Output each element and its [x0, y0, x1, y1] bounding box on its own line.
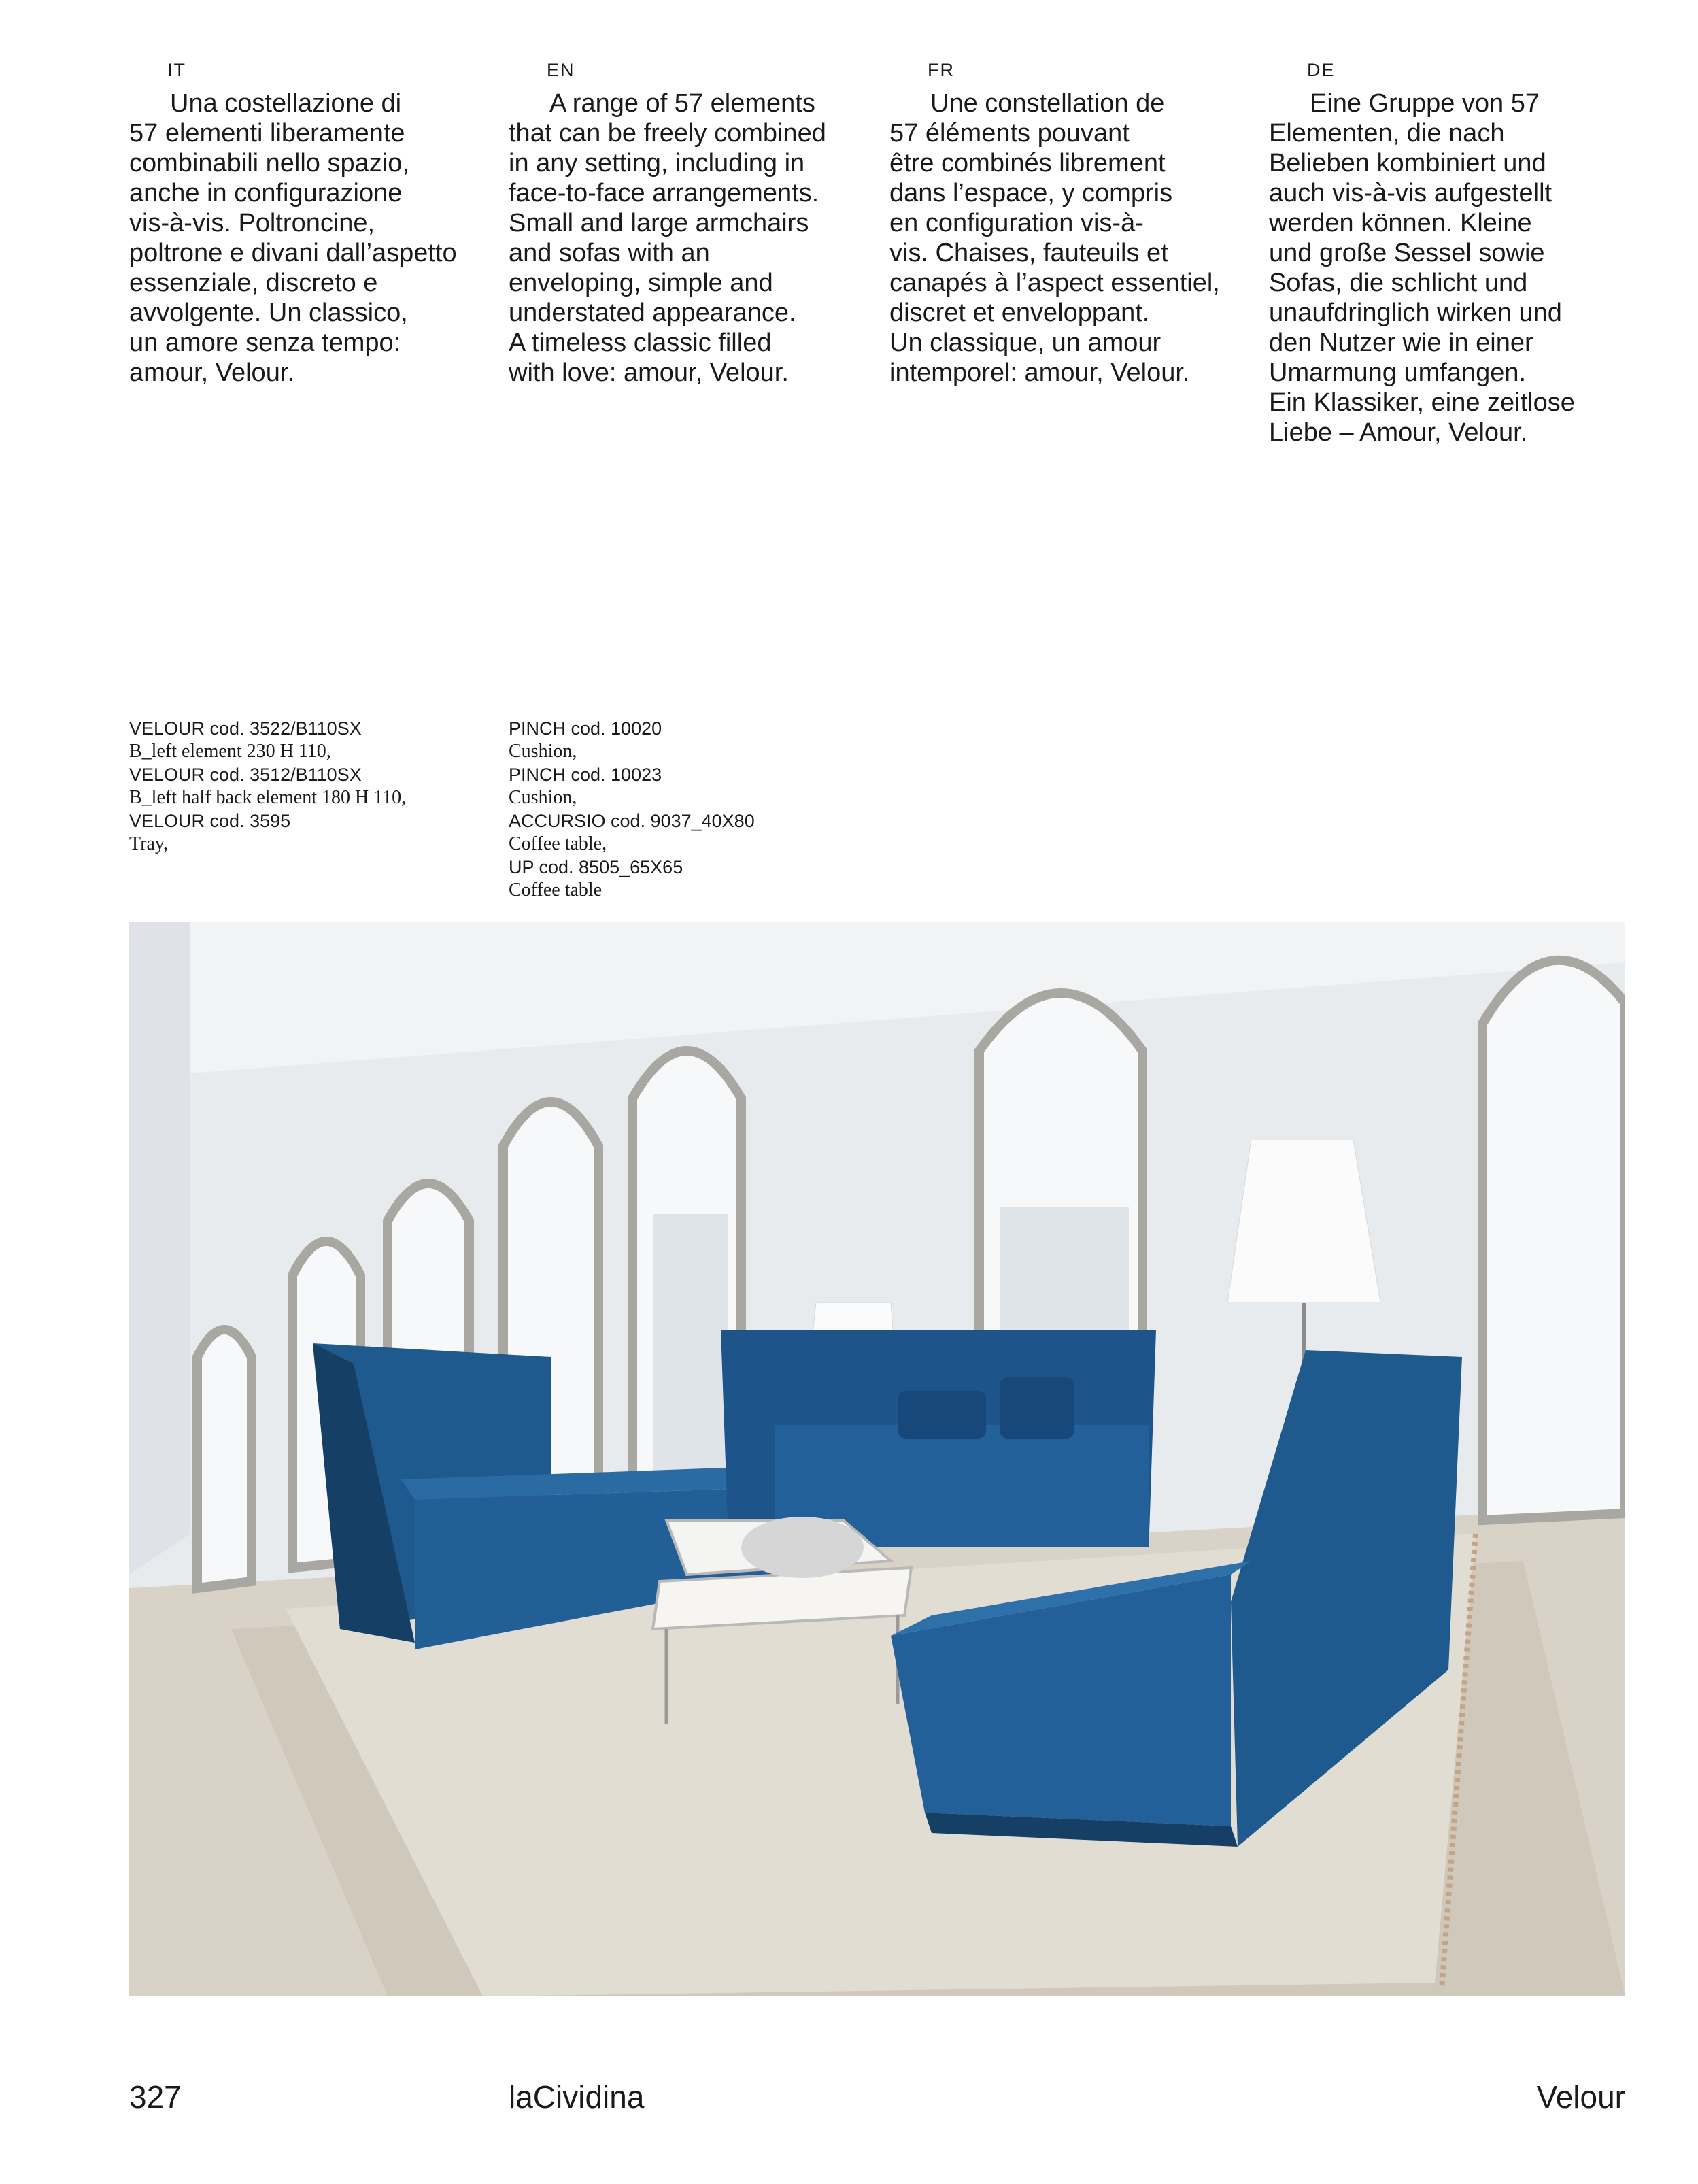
column-it: [129, 58, 510, 388]
product-code: VELOUR cod. 3512/B110SX: [129, 765, 362, 785]
product-code: PINCH cod. 10020: [509, 718, 662, 739]
column-fr: [889, 58, 1270, 388]
product-description: B_left half back element 180 H 110,: [129, 787, 407, 808]
product-description: Cushion,: [509, 787, 577, 808]
product-photo: [129, 922, 1625, 1996]
room-scene-illustration: [129, 922, 1625, 1996]
collection-name: Velour: [1536, 2079, 1625, 2115]
language-label: FR: [928, 60, 955, 80]
product-description: Cushion,: [509, 741, 577, 762]
page-number: 327: [129, 2079, 182, 2115]
product-description: B_left element 230 H 110,: [129, 741, 331, 762]
product-specs-left: [129, 717, 496, 856]
intro-text: Une constellation de 57 éléments pouvant être combinés librement dans l’espace, y compris en configuration vis-à- vis. Chaises, fauteuils et canapés à l’aspect essentiel, discret et enveloppant. Un classique, un amour intemporel: amour, Velour.: [889, 89, 1220, 387]
language-label: EN: [547, 60, 575, 80]
intro-text: A range of 57 elements that can be freely combined in any setting, including in face-to-face arrangements. Small and large armchairs and sofas with an enveloping, simple and understated appearance. A timeless classic filled with love: amour, Velour.: [509, 89, 826, 387]
brand-name: laCividina: [509, 2079, 645, 2115]
product-specs-right: [509, 717, 876, 902]
product-description: Coffee table: [509, 879, 602, 901]
product-code: VELOUR cod. 3595: [129, 811, 291, 831]
product-description: Tray,: [129, 833, 169, 854]
product-code: ACCURSIO cod. 9037_40X80: [509, 811, 755, 831]
intro-text: Una costellazione di 57 elementi liberamente combinabili nello spazio, anche in configurazione vis-à-vis. Poltroncine, poltrone e divani dall’aspetto essenziale, discreto e avvolgente. Un classico, un amore senza tempo: amour, Velour.: [129, 89, 457, 387]
product-code: VELOUR cod. 3522/B110SX: [129, 718, 362, 739]
column-de: [1269, 58, 1650, 448]
product-code: PINCH cod. 10023: [509, 765, 662, 785]
column-en: [509, 58, 889, 388]
language-label: IT: [167, 60, 186, 80]
language-label: DE: [1307, 60, 1336, 80]
product-code: UP cod. 8505_65X65: [509, 857, 683, 877]
product-description: Coffee table,: [509, 833, 607, 854]
intro-text: Eine Gruppe von 57 Elementen, die nach Belieben kombiniert und auch vis-à-vis aufgestellt werden können. Kleine und große Sessel sowie Sofas, die schlicht und unaufdringlich wirken und den Nutzer wie in einer Umarmung umfangen. Ein Klassiker, eine zeitlose Liebe – Amour, Velour.: [1269, 89, 1575, 447]
